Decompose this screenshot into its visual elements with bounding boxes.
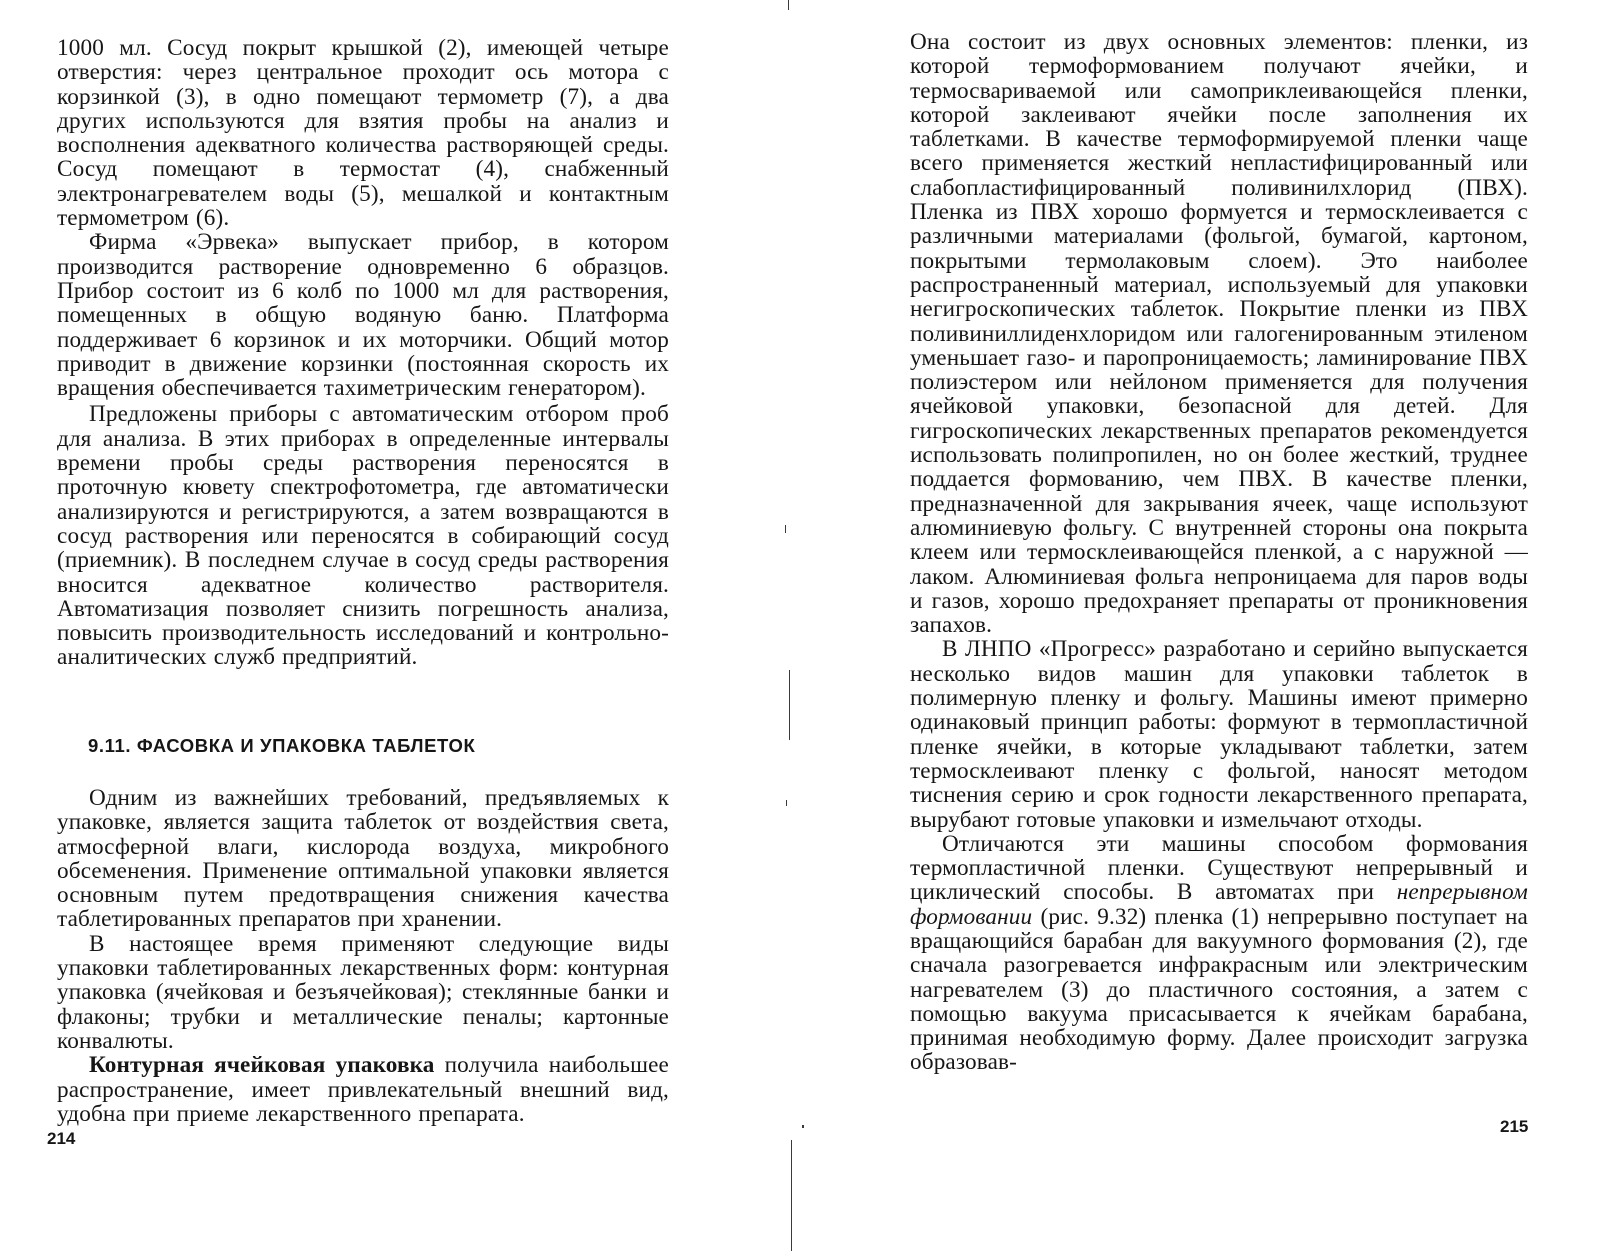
right-page (790, 0, 1601, 1251)
italic-term: непрерывном формовании (910, 879, 1528, 930)
left-paragraph-2: Фирма «Эрвека» выпускает прибор, в котором производится растворение одновременно 6 образцов. Прибор состоит из 6 колб по 1000 мл для растворения, помещенных в общую водяную баню. Платформа поддерживает 6 корзинок и их моторчики. Общий мотор приводит в движение корзинки (постоянная скорость их вращения обеспечивается тахиметрическим генератором). (57, 229, 669, 402)
right-paragraph-3-a: Отличаются эти машины способом формования термопластичной пленки. Существуют непрерывный и циклический способы. В автоматах при (910, 830, 1528, 906)
left-page (0, 0, 790, 1251)
left-paragraph-3: Предложены приборы с автоматическим отбором проб для анализа. В этих приборах в определенные интервалы времени пробы среды растворения переносятся в проточную кювету спектрофотометра, где автоматически анализируются и регистрируются, а затем возвращаются в сосуд растворения или переносятся в собирающий сосуд (приемник). В последнем случае в сосуд среды растворения вносится адекватное количество растворителя. Автоматизация позволяет снизить погрешность анализа, повысить производительность исследований и контрольно-аналитических служб предприятий. (57, 401, 669, 671)
left-text-bottom (57, 786, 669, 1126)
left-paragraph-6-rest: получила наибольшее распространение, имеет привлекательный внешний вид, удобна при приеме лекарственного препарата. (57, 1052, 669, 1127)
right-paragraph-3-b: (рис. 9.32) пленка (1) непрерывно поступает на вращающийся барабан для вакуумного формования (2), где сначала разогревается инфракрасным или электрическим нагревателем (3) до пластичного состояния, а затем с помощью вакуума присасывается к ячейкам барабана, принимая необходимую форму. Далее происходит загрузка образовав- (910, 903, 1528, 1076)
page-number-right: 215 (1500, 1117, 1529, 1136)
right-paragraph-1: Она состоит из двух основных элементов: пленки, из которой термоформованием получают ячейки, и термосвариваемой или самоприклеивающейся пленки, которой заклеивают ячейки после заполнения их таблетками. В качестве термоформируемой пленки чаще всего применяется жесткий непластифицированный или слабопластифицированный поливинилхлорид (ПВХ). Пленка из ПВХ хорошо формуется и термосклеивается с различными материалами (фольгой, бумагой, картоном, покрытыми термолаковым слоем). Это наиболее распространенный материал, используемый для упаковки негигроскопических таблеток. Покрытие пленки из ПВХ поливиниллиденхлоридом или галогенированным этиленом уменьшает газо- и паропроницаемость; ламинирование ПВХ полиэстером или нейлоном применяется для получения ячейковой упаковки, безопасной для детей. Для гигроскопических лекарственных препаратов рекомендуется использовать полипропилен, но он более жесткий, труднее поддается формованию, чем ПВХ. В качестве пленки, предназначенной для закрывания ячеек, чаще используют алюминиевую фольгу. С внутренней стороны она покрыта клеем или термосклеивающейся пленкой, а с наружной — лаком. Алюминиевая фольга непроницаема для паров воды и газов, хорошо предохраняет препараты от проникновения запахов. (910, 29, 1528, 639)
page-number-left: 214 (47, 1129, 76, 1148)
left-paragraph-6 (57, 1053, 669, 1126)
left-paragraph-4: Одним из важнейших требований, предъявляемых к упаковке, является защита таблеток от воздействия света, атмосферной влаги, кислорода воздуха, микробного обсеменения. Применение оптимальной упаковки является основным путем предотвращения снижения качества таблетированных препаратов при хранении. (57, 785, 669, 933)
left-text-top (57, 36, 669, 670)
right-text (910, 30, 1528, 1075)
left-paragraph-5: В настоящее время применяют следующие виды упаковки таблетированных лекарственных форм: контурная упаковка (ячейковая и безъячейковая); стеклянные банки и флаконы; трубки и металлические пеналы; картонные конвалюты. (57, 930, 669, 1054)
left-paragraph-1: 1000 мл. Сосуд покрыт крышкой (2), имеющей четыре отверстия: через центральное проходит ось мотора с корзинкой (3), в одно помещают термометр (7), а два других используются для взятия пробы на анализ и восполнения адекватного количества растворяющей среды. Сосуд помещают в термостат (4), снабженный электронагревателем воды (5), мешалкой и контактным термометром (6). (57, 35, 669, 232)
right-paragraph-2: В ЛНПО «Прогресс» разработано и серийно выпускается несколько видов машин для упаковки таблеток в полимерную пленку и фольгу. Машины имеют примерно одинаковый принцип работы: формуют в термопластичной пленке ячейки, в которые укладывают таблетки, затем термосклеивают пленку с фольгой, наносят методом тиснения серию и срок годности лекарственного препарата, вырубают готовые упаковки и измельчают отходы. (910, 636, 1528, 833)
bold-term: Контурная ячейковая упаковка (89, 1052, 435, 1079)
right-paragraph-3 (910, 832, 1528, 1075)
section-heading: 9.11. ФАСОВКА И УПАКОВКА ТАБЛЕТОК (88, 735, 476, 756)
